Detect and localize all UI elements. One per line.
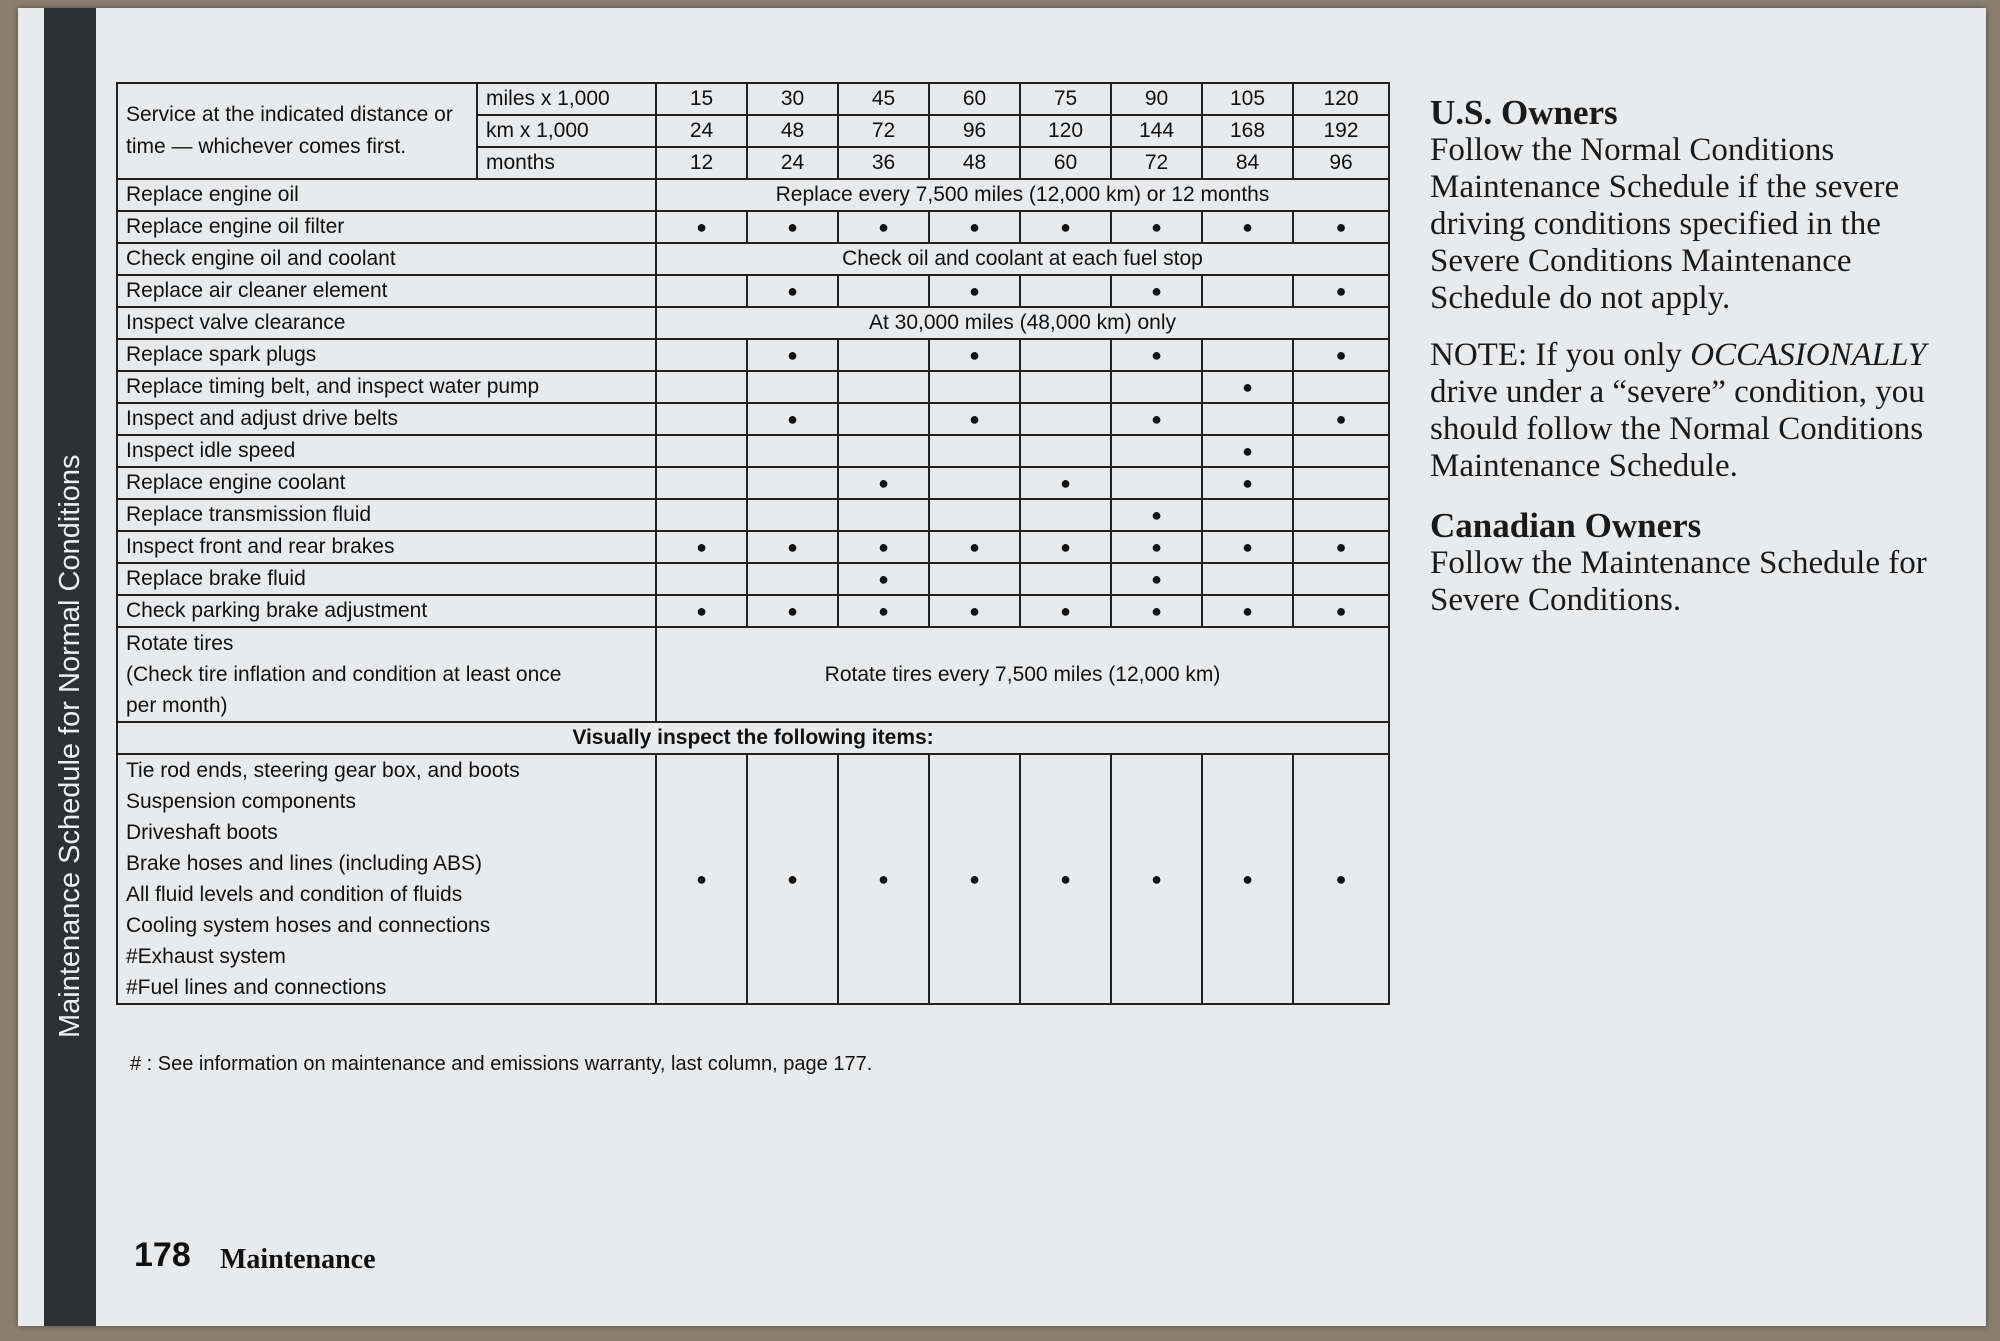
service-dot: ● xyxy=(929,339,1020,371)
service-dot: ● xyxy=(747,403,838,435)
table-row xyxy=(117,467,1389,499)
service-dot: ● xyxy=(1020,595,1111,627)
service-dot: ● xyxy=(656,531,747,563)
empty-cell xyxy=(1111,371,1202,403)
visual-item: #Fuel lines and connections xyxy=(126,976,387,999)
page-number: 178 xyxy=(134,1236,191,1274)
visual-dot: ● xyxy=(1111,754,1202,1004)
side-tab-text: Maintenance Schedule for Normal Conditions xyxy=(54,454,86,1038)
interval-value: 45 xyxy=(838,83,929,115)
service-label: Check parking brake adjustment xyxy=(117,595,656,627)
empty-cell xyxy=(1202,403,1293,435)
footnote: # : See information on maintenance and emissions warranty, last column, page 177. xyxy=(130,1053,873,1075)
interval-value: 15 xyxy=(656,83,747,115)
service-dot: ● xyxy=(838,467,929,499)
table-row xyxy=(117,179,1389,211)
service-label: Inspect idle speed xyxy=(117,435,656,467)
service-dot: ● xyxy=(838,563,929,595)
empty-cell xyxy=(1020,435,1111,467)
empty-cell xyxy=(1202,563,1293,595)
empty-cell xyxy=(1202,339,1293,371)
empty-cell xyxy=(656,339,747,371)
service-dot: ● xyxy=(1293,531,1389,563)
interval-value: 105 xyxy=(1202,83,1293,115)
service-dot: ● xyxy=(1111,531,1202,563)
service-dot: ● xyxy=(1111,339,1202,371)
table-row xyxy=(117,627,1389,722)
canadian-owners-text: Follow the Maintenance Schedule for Severe Conditions. xyxy=(1430,545,1927,618)
visual-item: Driveshaft boots xyxy=(126,821,278,844)
manual-page xyxy=(18,8,1986,1326)
service-dot: ● xyxy=(1202,531,1293,563)
empty-cell xyxy=(929,499,1020,531)
empty-cell xyxy=(1293,499,1389,531)
interval-value: 36 xyxy=(838,147,929,179)
empty-cell xyxy=(1020,275,1111,307)
interval-value: 60 xyxy=(929,83,1020,115)
visual-items-list xyxy=(117,754,656,1004)
interval-value: 192 xyxy=(1293,115,1389,147)
visual-items-row xyxy=(117,754,1389,1004)
service-label: Replace engine oil xyxy=(117,179,656,211)
visual-item: Tie rod ends, steering gear box, and boots xyxy=(126,759,520,782)
service-dot: ● xyxy=(929,275,1020,307)
rotate-tires-line: per month) xyxy=(126,694,228,717)
empty-cell xyxy=(838,339,929,371)
service-label: Replace timing belt, and inspect water pump xyxy=(117,371,656,403)
service-dot: ● xyxy=(1020,211,1111,243)
header-row xyxy=(117,83,1389,115)
interval-value: 75 xyxy=(1020,83,1111,115)
service-dot: ● xyxy=(1293,595,1389,627)
service-dot: ● xyxy=(1202,435,1293,467)
table-row xyxy=(117,339,1389,371)
service-dot: ● xyxy=(1111,275,1202,307)
interval-value: 72 xyxy=(838,115,929,147)
service-dot: ● xyxy=(656,595,747,627)
empty-cell xyxy=(656,275,747,307)
service-dot: ● xyxy=(1020,467,1111,499)
service-dot: ● xyxy=(747,531,838,563)
service-label: Inspect valve clearance xyxy=(117,307,656,339)
service-dot: ● xyxy=(838,595,929,627)
service-dot: ● xyxy=(1293,339,1389,371)
table-row xyxy=(117,531,1389,563)
service-dot: ● xyxy=(747,275,838,307)
visual-dot: ● xyxy=(838,754,929,1004)
empty-cell xyxy=(1020,339,1111,371)
table-row xyxy=(117,275,1389,307)
empty-cell xyxy=(838,371,929,403)
interval-value: 144 xyxy=(1111,115,1202,147)
service-span-note: Replace every 7,500 miles (12,000 km) or 12 months xyxy=(656,179,1389,211)
visual-dot: ● xyxy=(656,754,747,1004)
occasional-note xyxy=(1430,337,1950,485)
interval-value: 24 xyxy=(747,147,838,179)
owner-notes xyxy=(1430,94,1950,639)
service-dot: ● xyxy=(747,339,838,371)
visual-dot: ● xyxy=(747,754,838,1004)
empty-cell xyxy=(929,435,1020,467)
note-emphasis: OCCASIONALLY xyxy=(1690,337,1927,373)
unit-label: km x 1,000 xyxy=(477,115,656,147)
empty-cell xyxy=(1020,371,1111,403)
rotate-tires-line: Rotate tires xyxy=(126,632,234,655)
visual-item: All fluid levels and condition of fluids xyxy=(126,883,463,906)
table-row xyxy=(117,435,1389,467)
empty-cell xyxy=(656,371,747,403)
visual-heading: Visually inspect the following items: xyxy=(117,722,1389,754)
empty-cell xyxy=(747,499,838,531)
empty-cell xyxy=(1020,563,1111,595)
empty-cell xyxy=(1293,435,1389,467)
service-label: Check engine oil and coolant xyxy=(117,243,656,275)
service-dot: ● xyxy=(838,531,929,563)
service-label: Inspect and adjust drive belts xyxy=(117,403,656,435)
interval-value: 30 xyxy=(747,83,838,115)
interval-value: 72 xyxy=(1111,147,1202,179)
service-dot: ● xyxy=(929,531,1020,563)
interval-value: 48 xyxy=(747,115,838,147)
service-dot: ● xyxy=(1293,275,1389,307)
empty-cell xyxy=(656,499,747,531)
service-dot: ● xyxy=(929,595,1020,627)
service-label: Replace transmission fluid xyxy=(117,499,656,531)
visual-dot: ● xyxy=(929,754,1020,1004)
service-label: Replace air cleaner element xyxy=(117,275,656,307)
interval-value: 60 xyxy=(1020,147,1111,179)
service-span-note: At 30,000 miles (48,000 km) only xyxy=(656,307,1389,339)
interval-value: 120 xyxy=(1020,115,1111,147)
visual-item: Brake hoses and lines (including ABS) xyxy=(126,852,483,875)
service-dot: ● xyxy=(747,211,838,243)
empty-cell xyxy=(656,403,747,435)
visual-item: Cooling system hoses and connections xyxy=(126,914,491,937)
service-dot: ● xyxy=(1202,467,1293,499)
interval-value: 168 xyxy=(1202,115,1293,147)
empty-cell xyxy=(1020,403,1111,435)
empty-cell xyxy=(929,467,1020,499)
service-dot: ● xyxy=(929,211,1020,243)
empty-cell xyxy=(747,371,838,403)
rotate-tires-label xyxy=(117,627,656,722)
table-row xyxy=(117,499,1389,531)
service-dot: ● xyxy=(1202,211,1293,243)
service-dot: ● xyxy=(1111,499,1202,531)
empty-cell xyxy=(929,563,1020,595)
interval-value: 96 xyxy=(1293,147,1389,179)
visual-dot: ● xyxy=(1020,754,1111,1004)
interval-value: 120 xyxy=(1293,83,1389,115)
service-dot: ● xyxy=(747,595,838,627)
service-dot: ● xyxy=(1111,563,1202,595)
visual-item: #Exhaust system xyxy=(126,945,286,968)
unit-label: months xyxy=(477,147,656,179)
service-dot: ● xyxy=(656,211,747,243)
empty-cell xyxy=(838,275,929,307)
table-row xyxy=(117,307,1389,339)
canadian-owners-heading: Canadian Owners xyxy=(1430,506,1702,545)
empty-cell xyxy=(1293,371,1389,403)
interval-value: 24 xyxy=(656,115,747,147)
empty-cell xyxy=(1111,467,1202,499)
table-row xyxy=(117,595,1389,627)
interval-value: 90 xyxy=(1111,83,1202,115)
service-dot: ● xyxy=(1111,595,1202,627)
service-dot: ● xyxy=(838,211,929,243)
empty-cell xyxy=(656,435,747,467)
service-dot: ● xyxy=(1202,595,1293,627)
visual-dot: ● xyxy=(1202,754,1293,1004)
empty-cell xyxy=(747,467,838,499)
unit-label: miles x 1,000 xyxy=(477,83,656,115)
interval-value: 12 xyxy=(656,147,747,179)
empty-cell xyxy=(929,371,1020,403)
service-dot: ● xyxy=(1111,403,1202,435)
note-prefix: NOTE: If you only xyxy=(1430,337,1683,373)
empty-cell xyxy=(838,403,929,435)
visual-dot: ● xyxy=(1293,754,1389,1004)
empty-cell xyxy=(1202,275,1293,307)
empty-cell xyxy=(838,435,929,467)
empty-cell xyxy=(656,467,747,499)
interval-value: 84 xyxy=(1202,147,1293,179)
rotate-tires-line: (Check tire inflation and condition at least once xyxy=(126,663,562,686)
service-label: Inspect front and rear brakes xyxy=(117,531,656,563)
interval-value: 96 xyxy=(929,115,1020,147)
empty-cell xyxy=(747,435,838,467)
service-label: Replace brake fluid xyxy=(117,563,656,595)
table-row xyxy=(117,243,1389,275)
empty-cell xyxy=(1293,563,1389,595)
empty-cell xyxy=(1293,467,1389,499)
table-row xyxy=(117,563,1389,595)
rotate-tires-note: Rotate tires every 7,500 miles (12,000 km) xyxy=(656,627,1389,722)
note-rest: drive under a “severe” condition, you should follow the Normal Conditions Maintenance Schedule. xyxy=(1430,374,1925,484)
service-label: Replace engine oil filter xyxy=(117,211,656,243)
empty-cell xyxy=(656,563,747,595)
visual-item: Suspension components xyxy=(126,790,356,813)
empty-cell xyxy=(1020,499,1111,531)
service-dot: ● xyxy=(1111,211,1202,243)
table-row xyxy=(117,211,1389,243)
maintenance-schedule-table xyxy=(116,82,1390,1005)
empty-cell xyxy=(747,563,838,595)
side-tab xyxy=(44,8,96,1326)
table-row xyxy=(117,403,1389,435)
visual-heading-row xyxy=(117,722,1389,754)
empty-cell xyxy=(838,499,929,531)
empty-cell xyxy=(1202,499,1293,531)
us-owners-heading: U.S. Owners xyxy=(1430,93,1618,132)
section-name: Maintenance xyxy=(220,1244,376,1275)
service-dot: ● xyxy=(1293,211,1389,243)
service-label: Replace engine coolant xyxy=(117,467,656,499)
service-span-note: Check oil and coolant at each fuel stop xyxy=(656,243,1389,275)
table-row xyxy=(117,371,1389,403)
service-label: Replace spark plugs xyxy=(117,339,656,371)
service-dot: ● xyxy=(1293,403,1389,435)
header-label: Service at the indicated distance or time — whichever comes first. xyxy=(117,83,477,179)
us-owners-text: Follow the Normal Conditions Maintenance Schedule if the severe driving conditions specified in the Severe Conditions Maintenance Schedule do not apply. xyxy=(1430,132,1900,316)
service-dot: ● xyxy=(1202,371,1293,403)
empty-cell xyxy=(1111,435,1202,467)
interval-value: 48 xyxy=(929,147,1020,179)
service-dot: ● xyxy=(929,403,1020,435)
service-dot: ● xyxy=(1020,531,1111,563)
